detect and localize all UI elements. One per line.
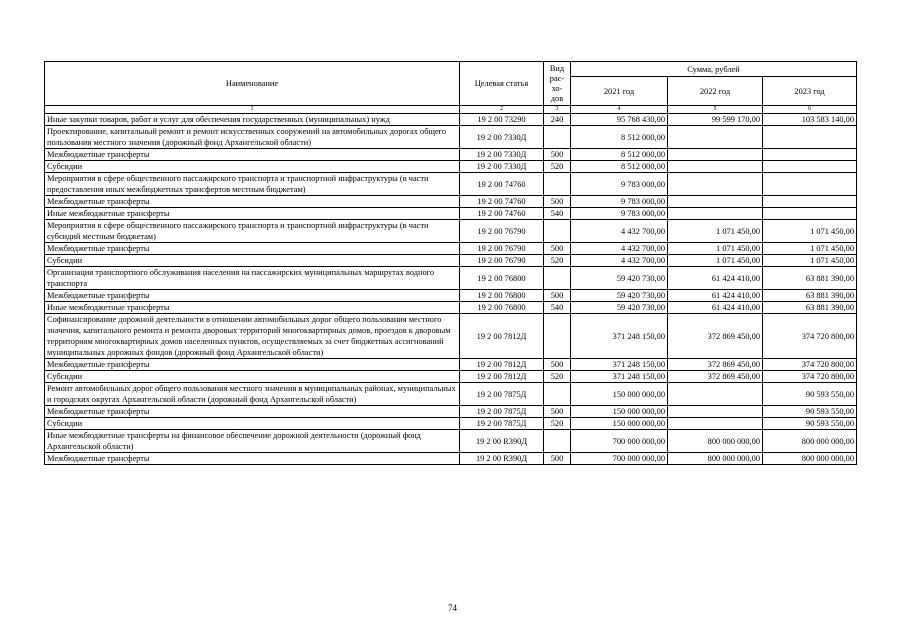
row-target-article: 19 2 00 76800 [460, 302, 544, 314]
table-row [45, 302, 857, 314]
row-name: Субсидии [45, 418, 460, 430]
row-sum-2021: 371 248 150,00 [571, 314, 668, 359]
row-sum-2021: 9 783 000,00 [571, 196, 668, 208]
column-number-row [45, 106, 857, 114]
row-sum-2022 [668, 418, 763, 430]
column-number: 4 [571, 106, 668, 114]
row-sum-2023: 63 881 390,00 [763, 267, 857, 290]
header-name: Наименование [45, 62, 460, 106]
row-sum-2021: 150 000 000,00 [571, 383, 668, 406]
table-row [45, 173, 857, 196]
row-sum-2021: 59 420 730,00 [571, 267, 668, 290]
row-target-article: 19 2 00 7330Д [460, 126, 544, 149]
header-2023: 2023 год [763, 77, 857, 106]
row-expense-kind: 540 [544, 302, 571, 314]
table-row [45, 114, 857, 126]
table-row [45, 418, 857, 430]
header-2021: 2021 год [571, 77, 668, 106]
row-target-article: 19 2 00 7812Д [460, 371, 544, 383]
row-sum-2021: 95 768 430,00 [571, 114, 668, 126]
table-row [45, 359, 857, 371]
row-sum-2022 [668, 149, 763, 161]
row-name: Организация транспортного обслуживания населения на пассажирских муниципальных маршрутах водного транспорта [45, 267, 460, 290]
row-sum-2023: 103 583 140,00 [763, 114, 857, 126]
row-target-article: 19 2 00 74760 [460, 208, 544, 220]
row-target-article: 19 2 00 76790 [460, 243, 544, 255]
row-expense-kind: 520 [544, 255, 571, 267]
table-row [45, 406, 857, 418]
row-name: Ремонт автомобильных дорог общего пользования местного значения в муниципальных районах, муниципальных и городских округах Архангельской области (дорожный фонд Архангельской области) [45, 383, 460, 406]
table-row [45, 430, 857, 453]
row-target-article: 19 2 00 7812Д [460, 314, 544, 359]
row-sum-2023: 800 000 000,00 [763, 430, 857, 453]
row-sum-2023 [763, 161, 857, 173]
row-sum-2022: 372 869 450,00 [668, 371, 763, 383]
row-target-article: 19 2 00 7330Д [460, 149, 544, 161]
row-expense-kind: 520 [544, 371, 571, 383]
row-sum-2022 [668, 383, 763, 406]
table-row [45, 314, 857, 359]
column-number: 3 [544, 106, 571, 114]
row-sum-2021: 8 512 000,00 [571, 161, 668, 173]
row-sum-2022: 61 424 410,00 [668, 302, 763, 314]
row-expense-kind: 500 [544, 290, 571, 302]
table-row [45, 453, 857, 465]
row-sum-2022: 61 424 410,00 [668, 267, 763, 290]
row-target-article: 19 2 00 76790 [460, 220, 544, 243]
row-target-article: 19 2 00 R390Д [460, 453, 544, 465]
row-expense-kind [544, 314, 571, 359]
row-expense-kind: 500 [544, 453, 571, 465]
table-row [45, 149, 857, 161]
row-name: Межбюджетные трансферты [45, 406, 460, 418]
table-row [45, 196, 857, 208]
row-target-article: 19 2 00 76800 [460, 290, 544, 302]
row-name: Иные межбюджетные трансферты на финансовое обеспечение дорожной деятельности (дорожный фонд Архангельской области) [45, 430, 460, 453]
row-sum-2023 [763, 173, 857, 196]
row-name: Иные межбюджетные трансферты [45, 302, 460, 314]
column-number: 1 [45, 106, 460, 114]
row-sum-2022: 1 071 450,00 [668, 220, 763, 243]
column-number: 2 [460, 106, 544, 114]
row-target-article: 19 2 00 7330Д [460, 161, 544, 173]
row-expense-kind: 520 [544, 161, 571, 173]
budget-table [44, 61, 857, 465]
row-sum-2021: 150 000 000,00 [571, 418, 668, 430]
row-name: Софинансирование дорожной деятельности в отношении автомобильных дорог общего пользования местного значения, капитального ремонта и ремонта дворовых территорий многоквартирных домов, проездов к дворовым территориям многоквартирных домов населенных пунктов, осуществляемых за счет бюджетных ассигнований муниципальных дорожных фондов (дорожный фонд Архангельской области) [45, 314, 460, 359]
row-expense-kind: 500 [544, 196, 571, 208]
table-row [45, 267, 857, 290]
row-name: Мероприятия в сфере общественного пассажирского транспорта и транспортной инфраструктуры (в части предоставления иных межбюджетных трансфертов местным бюджетам) [45, 173, 460, 196]
row-sum-2022: 61 424 410,00 [668, 290, 763, 302]
column-number: 6 [763, 106, 857, 114]
row-target-article: 19 2 00 74760 [460, 173, 544, 196]
row-sum-2021: 4 432 700,00 [571, 255, 668, 267]
row-name: Межбюджетные трансферты [45, 359, 460, 371]
row-name: Межбюджетные трансферты [45, 149, 460, 161]
row-target-article: 19 2 00 7875Д [460, 383, 544, 406]
row-sum-2023: 90 593 550,00 [763, 383, 857, 406]
row-expense-kind [544, 267, 571, 290]
row-name: Субсидии [45, 161, 460, 173]
row-target-article: 19 2 00 7875Д [460, 406, 544, 418]
row-sum-2023: 63 881 390,00 [763, 290, 857, 302]
row-sum-2023: 374 720 800,00 [763, 371, 857, 383]
row-sum-2021: 8 512 000,00 [571, 149, 668, 161]
row-expense-kind [544, 173, 571, 196]
row-sum-2021: 9 783 000,00 [571, 173, 668, 196]
row-sum-2023: 1 071 450,00 [763, 243, 857, 255]
row-expense-kind: 500 [544, 359, 571, 371]
row-expense-kind [544, 383, 571, 406]
row-name: Субсидии [45, 255, 460, 267]
row-sum-2023: 800 000 000,00 [763, 453, 857, 465]
row-sum-2022 [668, 196, 763, 208]
row-sum-2021: 4 432 700,00 [571, 220, 668, 243]
row-name: Проектирование, капитальный ремонт и ремонт искусственных сооружений на автомобильных дорогах общего пользования местного значения (дорожный фонд Архангельской области) [45, 126, 460, 149]
row-expense-kind: 500 [544, 149, 571, 161]
row-sum-2022: 800 000 000,00 [668, 453, 763, 465]
row-name: Межбюджетные трансферты [45, 453, 460, 465]
row-sum-2023: 63 881 390,00 [763, 302, 857, 314]
row-sum-2023 [763, 196, 857, 208]
table-row [45, 126, 857, 149]
row-target-article: 19 2 00 74760 [460, 196, 544, 208]
row-name: Субсидии [45, 371, 460, 383]
table-row [45, 371, 857, 383]
table-row [45, 220, 857, 243]
row-name: Межбюджетные трансферты [45, 196, 460, 208]
row-sum-2022: 372 869 450,00 [668, 314, 763, 359]
row-sum-2021: 150 000 000,00 [571, 406, 668, 418]
row-name: Межбюджетные трансферты [45, 290, 460, 302]
row-sum-2023 [763, 149, 857, 161]
table-row [45, 208, 857, 220]
row-sum-2022: 1 071 450,00 [668, 243, 763, 255]
row-sum-2021: 371 248 150,00 [571, 359, 668, 371]
table-row [45, 243, 857, 255]
row-sum-2022: 372 869 450,00 [668, 359, 763, 371]
row-sum-2023: 1 071 450,00 [763, 255, 857, 267]
row-target-article: 19 2 00 R390Д [460, 430, 544, 453]
row-sum-2022: 800 000 000,00 [668, 430, 763, 453]
row-expense-kind: 500 [544, 406, 571, 418]
row-sum-2021: 4 432 700,00 [571, 243, 668, 255]
header-sum: Сумма, рублей [571, 62, 857, 77]
row-name: Межбюджетные трансферты [45, 243, 460, 255]
row-expense-kind: 500 [544, 243, 571, 255]
table-row [45, 255, 857, 267]
row-expense-kind: 520 [544, 418, 571, 430]
table-row [45, 290, 857, 302]
row-expense-kind [544, 126, 571, 149]
row-sum-2022: 99 599 170,00 [668, 114, 763, 126]
row-sum-2021: 8 512 000,00 [571, 126, 668, 149]
column-number: 5 [668, 106, 763, 114]
row-expense-kind: 540 [544, 208, 571, 220]
row-name: Мероприятия в сфере общественного пассажирского транспорта и транспортной инфраструктуры (в части субсидий местным бюджетам) [45, 220, 460, 243]
header-2022: 2022 год [668, 77, 763, 106]
row-name: Иные межбюджетные трансферты [45, 208, 460, 220]
row-sum-2023: 90 593 550,00 [763, 418, 857, 430]
row-target-article: 19 2 00 7875Д [460, 418, 544, 430]
row-sum-2022 [668, 126, 763, 149]
row-sum-2021: 371 248 150,00 [571, 371, 668, 383]
row-sum-2022 [668, 208, 763, 220]
page-number: 74 [448, 603, 457, 613]
row-sum-2023 [763, 126, 857, 149]
header-expense-kind: Вид рас-хо-дов [544, 62, 571, 106]
row-sum-2022 [668, 406, 763, 418]
row-sum-2022: 1 071 450,00 [668, 255, 763, 267]
row-sum-2023 [763, 208, 857, 220]
row-expense-kind: 240 [544, 114, 571, 126]
row-sum-2023: 90 593 550,00 [763, 406, 857, 418]
row-sum-2021: 59 420 730,00 [571, 290, 668, 302]
row-sum-2023: 374 720 800,00 [763, 359, 857, 371]
row-sum-2022 [668, 161, 763, 173]
row-expense-kind [544, 220, 571, 243]
row-sum-2021: 700 000 000,00 [571, 453, 668, 465]
row-name: Иные закупки товаров, работ и услуг для обеспечения государственных (муниципальных) нужд [45, 114, 460, 126]
row-target-article: 19 2 00 73290 [460, 114, 544, 126]
row-target-article: 19 2 00 7812Д [460, 359, 544, 371]
row-sum-2023: 374 720 800,00 [763, 314, 857, 359]
row-sum-2021: 59 420 730,00 [571, 302, 668, 314]
row-sum-2021: 9 783 000,00 [571, 208, 668, 220]
table-row [45, 161, 857, 173]
row-sum-2021: 700 000 000,00 [571, 430, 668, 453]
header-target-article: Целевая статья [460, 62, 544, 106]
row-target-article: 19 2 00 76800 [460, 267, 544, 290]
row-sum-2022 [668, 173, 763, 196]
row-target-article: 19 2 00 76790 [460, 255, 544, 267]
row-expense-kind [544, 430, 571, 453]
table-row [45, 383, 857, 406]
row-sum-2023: 1 071 450,00 [763, 220, 857, 243]
